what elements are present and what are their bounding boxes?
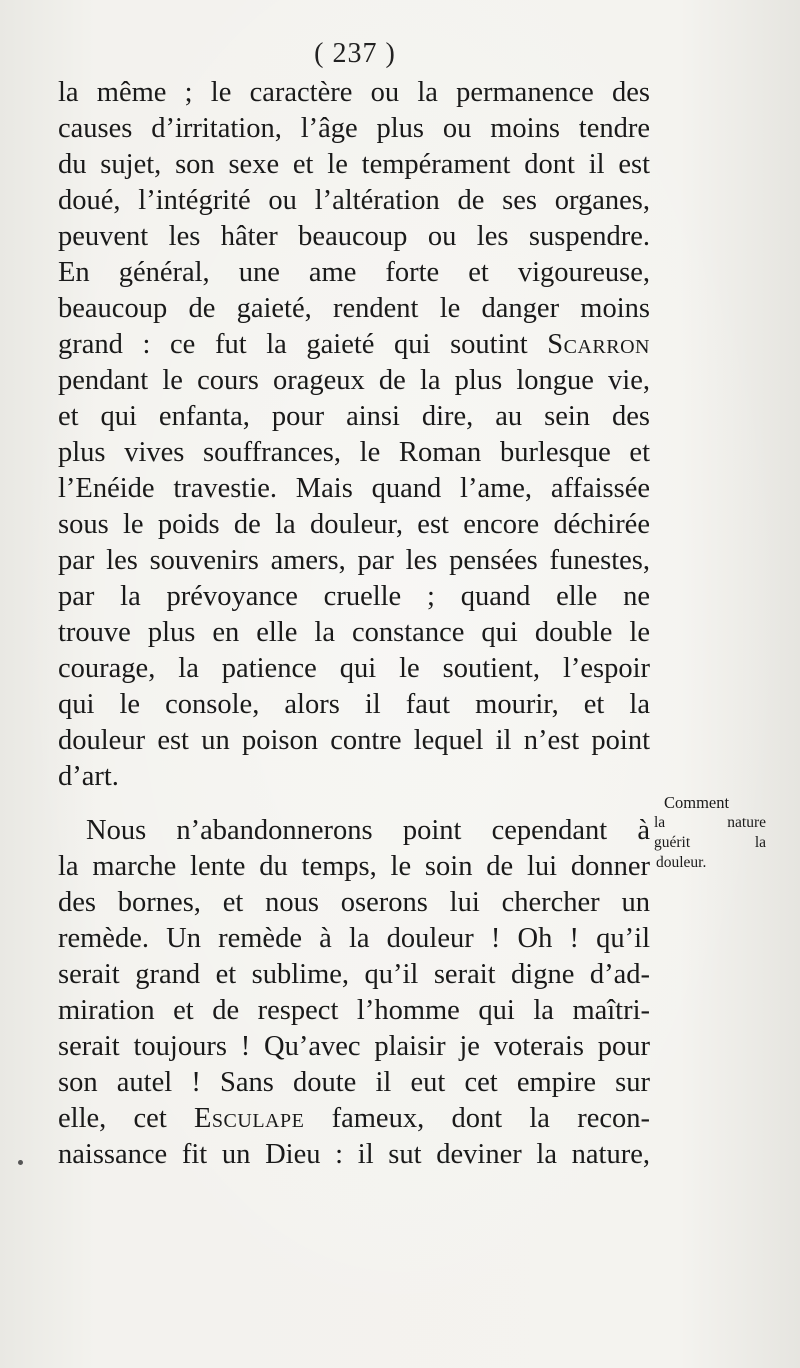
text-fragment: fameux, dont la recon- — [304, 1103, 650, 1134]
margin-word: la — [754, 834, 766, 851]
text-line: beaucoup de gaieté, rendent le danger moins — [58, 293, 650, 324]
text-line: d’art. — [58, 761, 119, 792]
text-line: serait toujours ! Qu’avec plaisir je voterais pour — [58, 1031, 650, 1062]
text-line: remède. Un remède à la douleur ! Oh ! qu’il — [58, 923, 650, 954]
text-line: causes d’irritation, l’âge plus ou moins tendre — [58, 113, 650, 144]
text-line: plus vives souffrances, le Roman burlesque et — [58, 437, 650, 468]
margin-note — [654, 793, 766, 873]
text-line: Nous n’abandonnerons point cependant à — [86, 815, 650, 846]
name-scarron: Scarron — [547, 329, 650, 360]
text-line-esculape — [58, 1101, 650, 1137]
text-line: douleur est un poison contre lequel il n’est point — [58, 725, 650, 756]
margin-word: guérit — [654, 834, 691, 851]
text-line: par les souvenirs amers, par les pensées funestes, — [58, 545, 650, 576]
text-fragment: elle, cet — [58, 1103, 195, 1134]
margin-word: la — [654, 814, 666, 831]
margin-note-line: douleur. — [656, 854, 707, 871]
text-line: qui le console, alors il faut mourir, et la — [58, 689, 650, 720]
text-line: trouve plus en elle la constance qui double le — [58, 617, 650, 648]
text-line: par la prévoyance cruelle ; quand elle ne — [58, 581, 650, 612]
text-line: des bornes, et nous oserons lui chercher un — [58, 887, 650, 918]
text-line: doué, l’intégrité ou l’altération de ses organes, — [58, 185, 650, 216]
ink-speck — [18, 1160, 23, 1165]
text-line: En général, une ame forte et vigoureuse, — [58, 257, 650, 288]
text-line: courage, la patience qui le soutient, l’espoir — [58, 653, 650, 684]
text-line: la même ; le caractère ou la permanence des — [58, 77, 650, 108]
text-line-scarron — [58, 327, 650, 363]
margin-note-line — [654, 833, 766, 853]
margin-note-line — [654, 813, 766, 833]
text-line: sous le poids de la douleur, est encore déchirée — [58, 509, 650, 540]
name-esculape: Esculape — [194, 1103, 305, 1134]
margin-note-line: Comment — [664, 793, 730, 812]
margin-word: nature — [727, 814, 766, 831]
text-line: et qui enfanta, pour ainsi dire, au sein des — [58, 401, 650, 432]
text-line: du sujet, son sexe et le tempérament dont il est — [58, 149, 650, 180]
text-line: naissance fit un Dieu : il sut deviner la nature, — [58, 1139, 650, 1170]
page-number: ( 237 ) — [314, 38, 396, 69]
body-text — [58, 75, 650, 1173]
text-line: la marche lente du temps, le soin de lui donner — [58, 851, 650, 882]
text-line: l’Enéide travestie. Mais quand l’ame, affaissée — [58, 473, 650, 504]
text-fragment: grand : ce fut la gaieté qui soutint — [58, 329, 548, 360]
text-line: pendant le cours orageux de la plus longue vie, — [58, 365, 650, 396]
text-line: miration et de respect l’homme qui la maîtri- — [58, 995, 650, 1026]
text-line: son autel ! Sans doute il eut cet empire sur — [58, 1067, 650, 1098]
text-line: peuvent les hâter beaucoup ou les suspendre. — [58, 221, 650, 252]
paragraph-gap — [58, 795, 650, 813]
text-line: serait grand et sublime, qu’il serait digne d’ad- — [58, 959, 650, 990]
